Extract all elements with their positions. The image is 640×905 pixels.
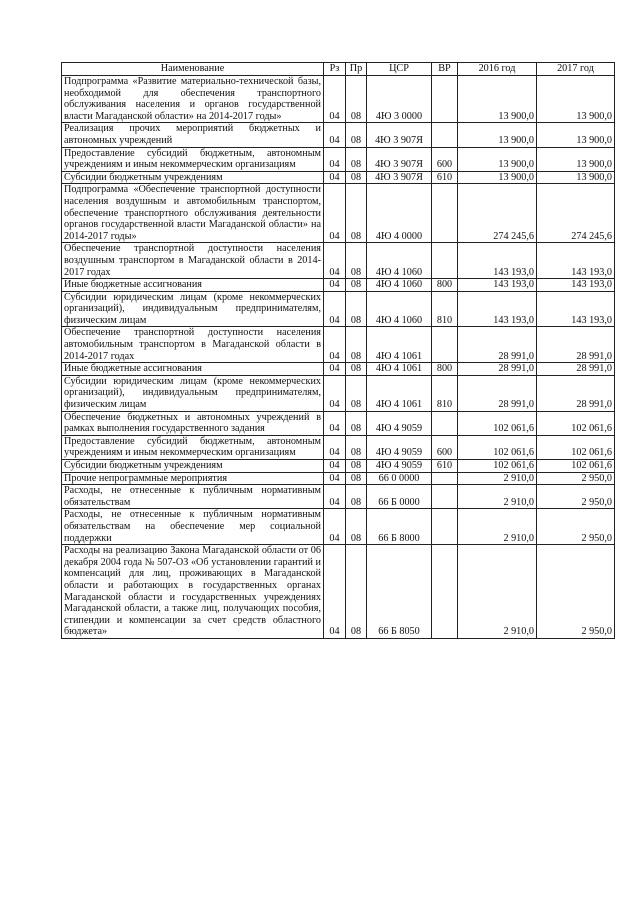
cell-csr: 4Ю 4 9059 (367, 460, 432, 473)
cell-pr: 08 (346, 147, 367, 171)
cell-rz: 04 (324, 509, 346, 545)
cell-pr: 08 (346, 485, 367, 509)
cell-name: Иные бюджетные ассигнования (62, 279, 324, 292)
cell-name: Субсидии юридическим лицам (кроме некоммерческих организаций), индивидуальным предпринимателям, физическим лицам (62, 291, 324, 327)
cell-y2016: 28 991,0 (458, 375, 537, 411)
cell-y2016: 143 193,0 (458, 291, 537, 327)
cell-y2017: 28 991,0 (537, 327, 615, 363)
cell-y2017: 2 950,0 (537, 509, 615, 545)
cell-pr: 08 (346, 291, 367, 327)
cell-csr: 4Ю 4 9059 (367, 435, 432, 459)
cell-rz: 04 (324, 375, 346, 411)
cell-name: Реализация прочих мероприятий бюджетных и автономных учреждений (62, 123, 324, 147)
cell-name: Подпрограмма «Обеспечение транспортной доступности населения воздушным и автомобильным транспортом, обеспечение транспортного обслуживания деятельности органов государственной власти Магаданской области» на 2014-2017 годы» (62, 184, 324, 243)
cell-rz: 04 (324, 147, 346, 171)
cell-rz: 04 (324, 279, 346, 292)
cell-y2017: 102 061,6 (537, 411, 615, 435)
cell-y2016: 13 900,0 (458, 171, 537, 184)
cell-y2017: 13 900,0 (537, 171, 615, 184)
cell-vr: 600 (432, 435, 458, 459)
cell-name: Расходы на реализацию Закона Магаданской области от 06 декабря 2004 года № 507-ОЗ «Об установлении гарантий и компенсаций для лиц, проживающих в Магаданской области и работающих в государственных органах Магаданской области и государственных учреждениях Магаданской области, а также лиц, получающих пособия, стипендии и компенсации за счет средств областного бюджета» (62, 545, 324, 639)
cell-y2016: 102 061,6 (458, 435, 537, 459)
header-name: Наименование (62, 63, 324, 76)
budget-table (61, 62, 615, 639)
cell-vr (432, 545, 458, 639)
cell-csr: 4Ю 3 907Я (367, 171, 432, 184)
cell-y2017: 143 193,0 (537, 243, 615, 279)
cell-y2016: 2 910,0 (458, 472, 537, 485)
cell-vr: 810 (432, 291, 458, 327)
cell-csr: 66 Б 8000 (367, 509, 432, 545)
cell-y2016: 2 910,0 (458, 545, 537, 639)
cell-vr: 610 (432, 171, 458, 184)
cell-y2017: 2 950,0 (537, 485, 615, 509)
cell-pr: 08 (346, 327, 367, 363)
cell-name: Субсидии бюджетным учреждениям (62, 171, 324, 184)
cell-csr: 4Ю 4 1061 (367, 363, 432, 376)
cell-rz: 04 (324, 291, 346, 327)
cell-csr: 4Ю 3 0000 (367, 76, 432, 123)
cell-y2016: 143 193,0 (458, 243, 537, 279)
table-row (62, 171, 615, 184)
cell-rz: 04 (324, 472, 346, 485)
table-row (62, 184, 615, 243)
cell-vr (432, 123, 458, 147)
cell-y2016: 102 061,6 (458, 411, 537, 435)
cell-y2016: 2 910,0 (458, 509, 537, 545)
cell-y2017: 13 900,0 (537, 147, 615, 171)
cell-pr: 08 (346, 509, 367, 545)
header-pr: Пр (346, 63, 367, 76)
cell-y2016: 274 245,6 (458, 184, 537, 243)
cell-y2017: 13 900,0 (537, 123, 615, 147)
cell-vr (432, 327, 458, 363)
cell-rz: 04 (324, 411, 346, 435)
header-2016: 2016 год (458, 63, 537, 76)
cell-pr: 08 (346, 184, 367, 243)
cell-csr: 66 0 0000 (367, 472, 432, 485)
cell-pr: 08 (346, 123, 367, 147)
cell-rz: 04 (324, 435, 346, 459)
table-row (62, 375, 615, 411)
cell-pr: 08 (346, 279, 367, 292)
cell-name: Предоставление субсидий бюджетным, автономным учреждениям и иным некоммерческим организациям (62, 147, 324, 171)
cell-y2017: 102 061,6 (537, 460, 615, 473)
cell-csr: 4Ю 4 1061 (367, 327, 432, 363)
table-row (62, 363, 615, 376)
table-row (62, 545, 615, 639)
cell-pr: 08 (346, 472, 367, 485)
cell-vr (432, 243, 458, 279)
cell-rz: 04 (324, 76, 346, 123)
cell-y2016: 13 900,0 (458, 123, 537, 147)
cell-vr (432, 76, 458, 123)
cell-vr: 610 (432, 460, 458, 473)
cell-y2017: 143 193,0 (537, 279, 615, 292)
cell-vr (432, 509, 458, 545)
cell-rz: 04 (324, 171, 346, 184)
cell-vr (432, 411, 458, 435)
cell-y2016: 13 900,0 (458, 147, 537, 171)
cell-y2016: 102 061,6 (458, 460, 537, 473)
cell-rz: 04 (324, 485, 346, 509)
cell-name: Обеспечение транспортной доступности населения автомобильным транспортом в Магаданской области в 2014-2017 годах (62, 327, 324, 363)
cell-y2017: 2 950,0 (537, 472, 615, 485)
cell-name: Предоставление субсидий бюджетным, автономным учреждениям и иным некоммерческим организациям (62, 435, 324, 459)
cell-csr: 4Ю 4 9059 (367, 411, 432, 435)
cell-rz: 04 (324, 327, 346, 363)
cell-y2017: 143 193,0 (537, 291, 615, 327)
cell-csr: 4Ю 4 0000 (367, 184, 432, 243)
cell-name: Субсидии юридическим лицам (кроме некоммерческих организаций), индивидуальным предпринимателям, физическим лицам (62, 375, 324, 411)
cell-csr: 4Ю 4 1060 (367, 243, 432, 279)
cell-csr: 4Ю 4 1061 (367, 375, 432, 411)
cell-name: Субсидии бюджетным учреждениям (62, 460, 324, 473)
cell-name: Расходы, не отнесенные к публичным нормативным обязательствам на обеспечение мер социальной поддержки (62, 509, 324, 545)
cell-vr: 810 (432, 375, 458, 411)
cell-rz: 04 (324, 123, 346, 147)
cell-y2016: 143 193,0 (458, 279, 537, 292)
cell-name: Прочие непрограммные мероприятия (62, 472, 324, 485)
table-row (62, 472, 615, 485)
header-row (62, 63, 615, 76)
cell-rz: 04 (324, 243, 346, 279)
cell-name: Обеспечение бюджетных и автономных учреждений в рамках выполнения государственного задания (62, 411, 324, 435)
cell-y2017: 2 950,0 (537, 545, 615, 639)
cell-y2016: 13 900,0 (458, 76, 537, 123)
table-row (62, 291, 615, 327)
cell-vr (432, 184, 458, 243)
cell-csr: 4Ю 3 907Я (367, 123, 432, 147)
cell-csr: 66 Б 0000 (367, 485, 432, 509)
cell-vr (432, 472, 458, 485)
cell-pr: 08 (346, 411, 367, 435)
cell-vr: 800 (432, 363, 458, 376)
cell-csr: 66 Б 8050 (367, 545, 432, 639)
cell-y2016: 2 910,0 (458, 485, 537, 509)
table-row (62, 76, 615, 123)
table-row (62, 123, 615, 147)
header-vr: ВР (432, 63, 458, 76)
cell-y2017: 28 991,0 (537, 363, 615, 376)
cell-pr: 08 (346, 460, 367, 473)
cell-rz: 04 (324, 363, 346, 376)
cell-y2017: 13 900,0 (537, 76, 615, 123)
table-row (62, 327, 615, 363)
table-row (62, 460, 615, 473)
cell-y2016: 28 991,0 (458, 363, 537, 376)
cell-name: Иные бюджетные ассигнования (62, 363, 324, 376)
cell-name: Расходы, не отнесенные к публичным нормативным обязательствам (62, 485, 324, 509)
cell-vr: 600 (432, 147, 458, 171)
cell-y2016: 28 991,0 (458, 327, 537, 363)
cell-name: Обеспечение транспортной доступности населения воздушным транспортом в Магаданской области в 2014- 2017 годах (62, 243, 324, 279)
cell-pr: 08 (346, 363, 367, 376)
table-row (62, 509, 615, 545)
table-row (62, 279, 615, 292)
table-row (62, 147, 615, 171)
header-csr: ЦСР (367, 63, 432, 76)
cell-pr: 08 (346, 243, 367, 279)
table-row (62, 485, 615, 509)
table-row (62, 435, 615, 459)
cell-pr: 08 (346, 435, 367, 459)
cell-pr: 08 (346, 375, 367, 411)
table-row (62, 411, 615, 435)
cell-y2017: 274 245,6 (537, 184, 615, 243)
cell-csr: 4Ю 4 1060 (367, 279, 432, 292)
cell-rz: 04 (324, 545, 346, 639)
table-row (62, 243, 615, 279)
cell-vr (432, 485, 458, 509)
cell-y2017: 102 061,6 (537, 435, 615, 459)
cell-rz: 04 (324, 460, 346, 473)
cell-rz: 04 (324, 184, 346, 243)
header-rz: Рз (324, 63, 346, 76)
cell-csr: 4Ю 4 1060 (367, 291, 432, 327)
cell-y2017: 28 991,0 (537, 375, 615, 411)
cell-pr: 08 (346, 171, 367, 184)
cell-pr: 08 (346, 545, 367, 639)
cell-csr: 4Ю 3 907Я (367, 147, 432, 171)
cell-name: Подпрограмма «Развитие материально-технической базы, необходимой для обеспечения транспортного обслуживания населения и органов государственной власти Магаданской области» на 2014-2017 годы» (62, 76, 324, 123)
cell-pr: 08 (346, 76, 367, 123)
cell-vr: 800 (432, 279, 458, 292)
header-2017: 2017 год (537, 63, 615, 76)
